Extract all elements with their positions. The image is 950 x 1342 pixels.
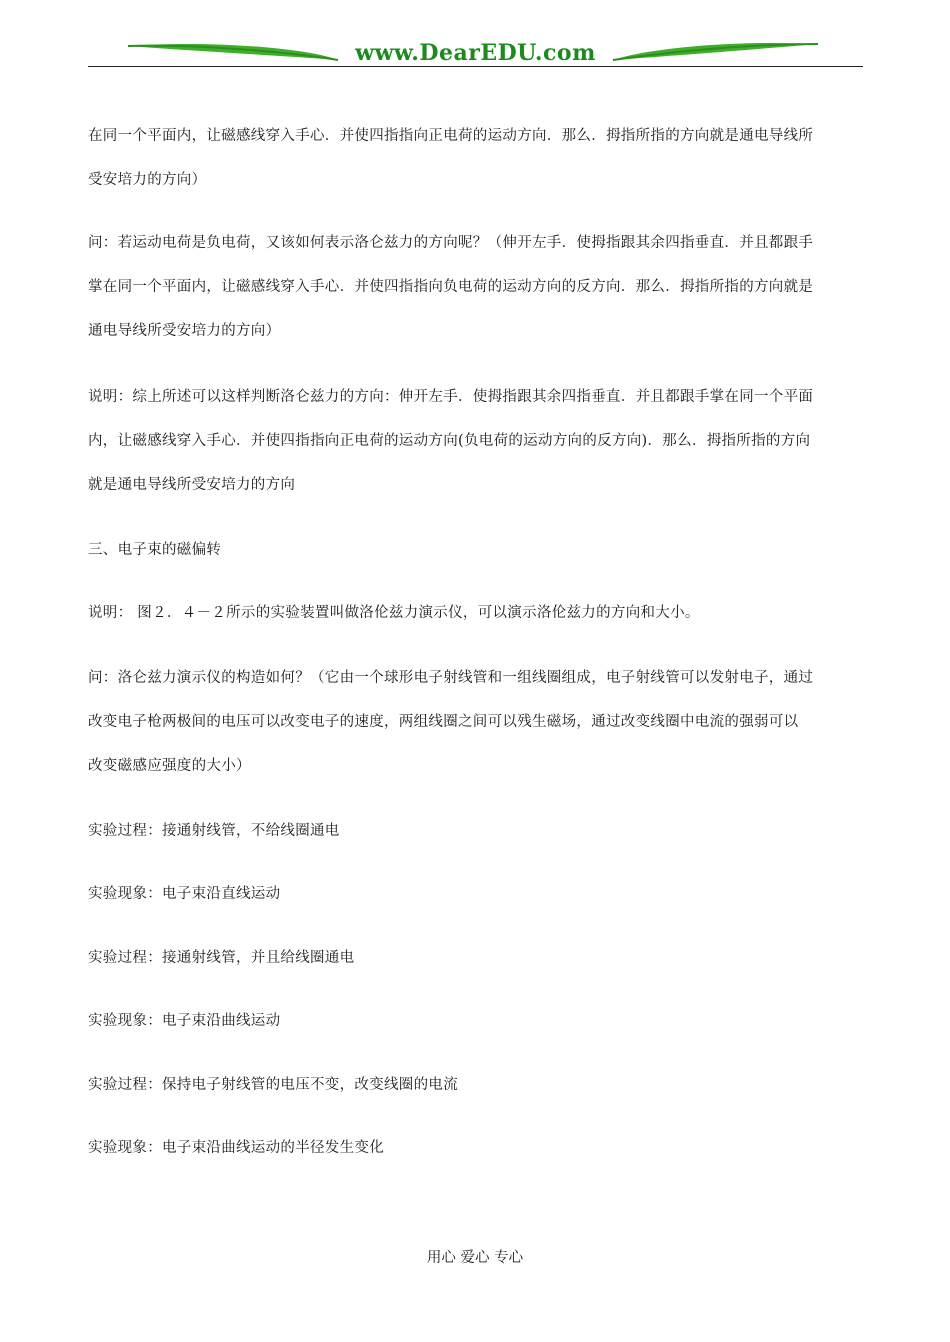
experiment-process-2 [88,936,866,980]
site-url[interactable]: www.DearEDU.com [355,40,596,66]
text-line: 三、电子束的磁偏转 [88,542,222,558]
text-line: 实验现象：电子束沿直线运动 [88,886,281,902]
text-line: 就是通电导线所受安培力的方向 [88,477,296,493]
paragraph-3 [88,375,866,507]
paragraph-5 [88,656,866,788]
text-line: 掌在同一个平面内，让磁感线穿入手心．并使四指指向负电荷的运动方向的反方向．那么．拇指所指的方向就是 [88,279,814,295]
text-line: 通电导线所受安培力的方向） [88,323,281,339]
section-heading [88,528,866,572]
paragraph-1 [88,114,866,202]
text-line: 实验过程：接通射线管，不给线圈通电 [88,823,340,839]
text-line: 说明：综上所述可以这样判断洛仑兹力的方向：伸开左手．使拇指跟其余四指垂直．并且都跟手掌在同一个平面 [88,389,814,405]
experiment-process-1 [88,809,866,853]
experiment-result-1 [88,872,866,916]
text-line: 内，让磁感线穿入手心．并使四指指向正电荷的运动方向(负电荷的运动方向的反方向)．那么．拇指所指的方向 [88,433,811,449]
text-line: 改变电子枪两极间的电压可以改变电子的速度，两组线圈之间可以残生磁场，通过改变线圈中电流的强弱可以 [88,714,799,730]
text-line: 在同一个平面内，让磁感线穿入手心．并使四指指向正电荷的运动方向．那么．拇指所指的方向就是通电导线所 [88,128,814,144]
text-line: 问：若运动电荷是负电荷，又该如何表示洛仑兹力的方向呢？（伸开左手．使拇指跟其余四指垂直．并且都跟手 [88,235,814,251]
paragraph-2 [88,221,866,353]
text-line: 问：洛仑兹力演示仪的构造如何？（它由一个球形电子射线管和一组线圈组成，电子射线管可以发射电子，通过 [88,670,814,686]
text-line: 实验现象：电子束沿曲线运动 [88,1013,281,1029]
page-footer: 用心 爱心 专心 [426,1250,524,1266]
text-line: 实验过程：保持电子射线管的电压不变，改变线圈的电流 [88,1077,458,1093]
text-line: 改变磁感应强度的大小） [88,758,251,774]
header-divider [88,66,863,67]
experiment-result-2 [88,999,866,1043]
text-line: 说明： 图２．４－２所示的实验装置叫做洛伦兹力演示仪，可以演示洛伦兹力的方向和大小。 [88,605,700,621]
text-line: 实验过程：接通射线管，并且给线圈通电 [88,950,355,966]
text-line: 实验现象：电子束沿曲线运动的半径发生变化 [88,1140,384,1156]
paragraph-4 [88,591,866,635]
text-line: 受安培力的方向） [88,172,207,188]
experiment-process-3 [88,1063,866,1107]
experiment-result-3 [88,1126,866,1170]
